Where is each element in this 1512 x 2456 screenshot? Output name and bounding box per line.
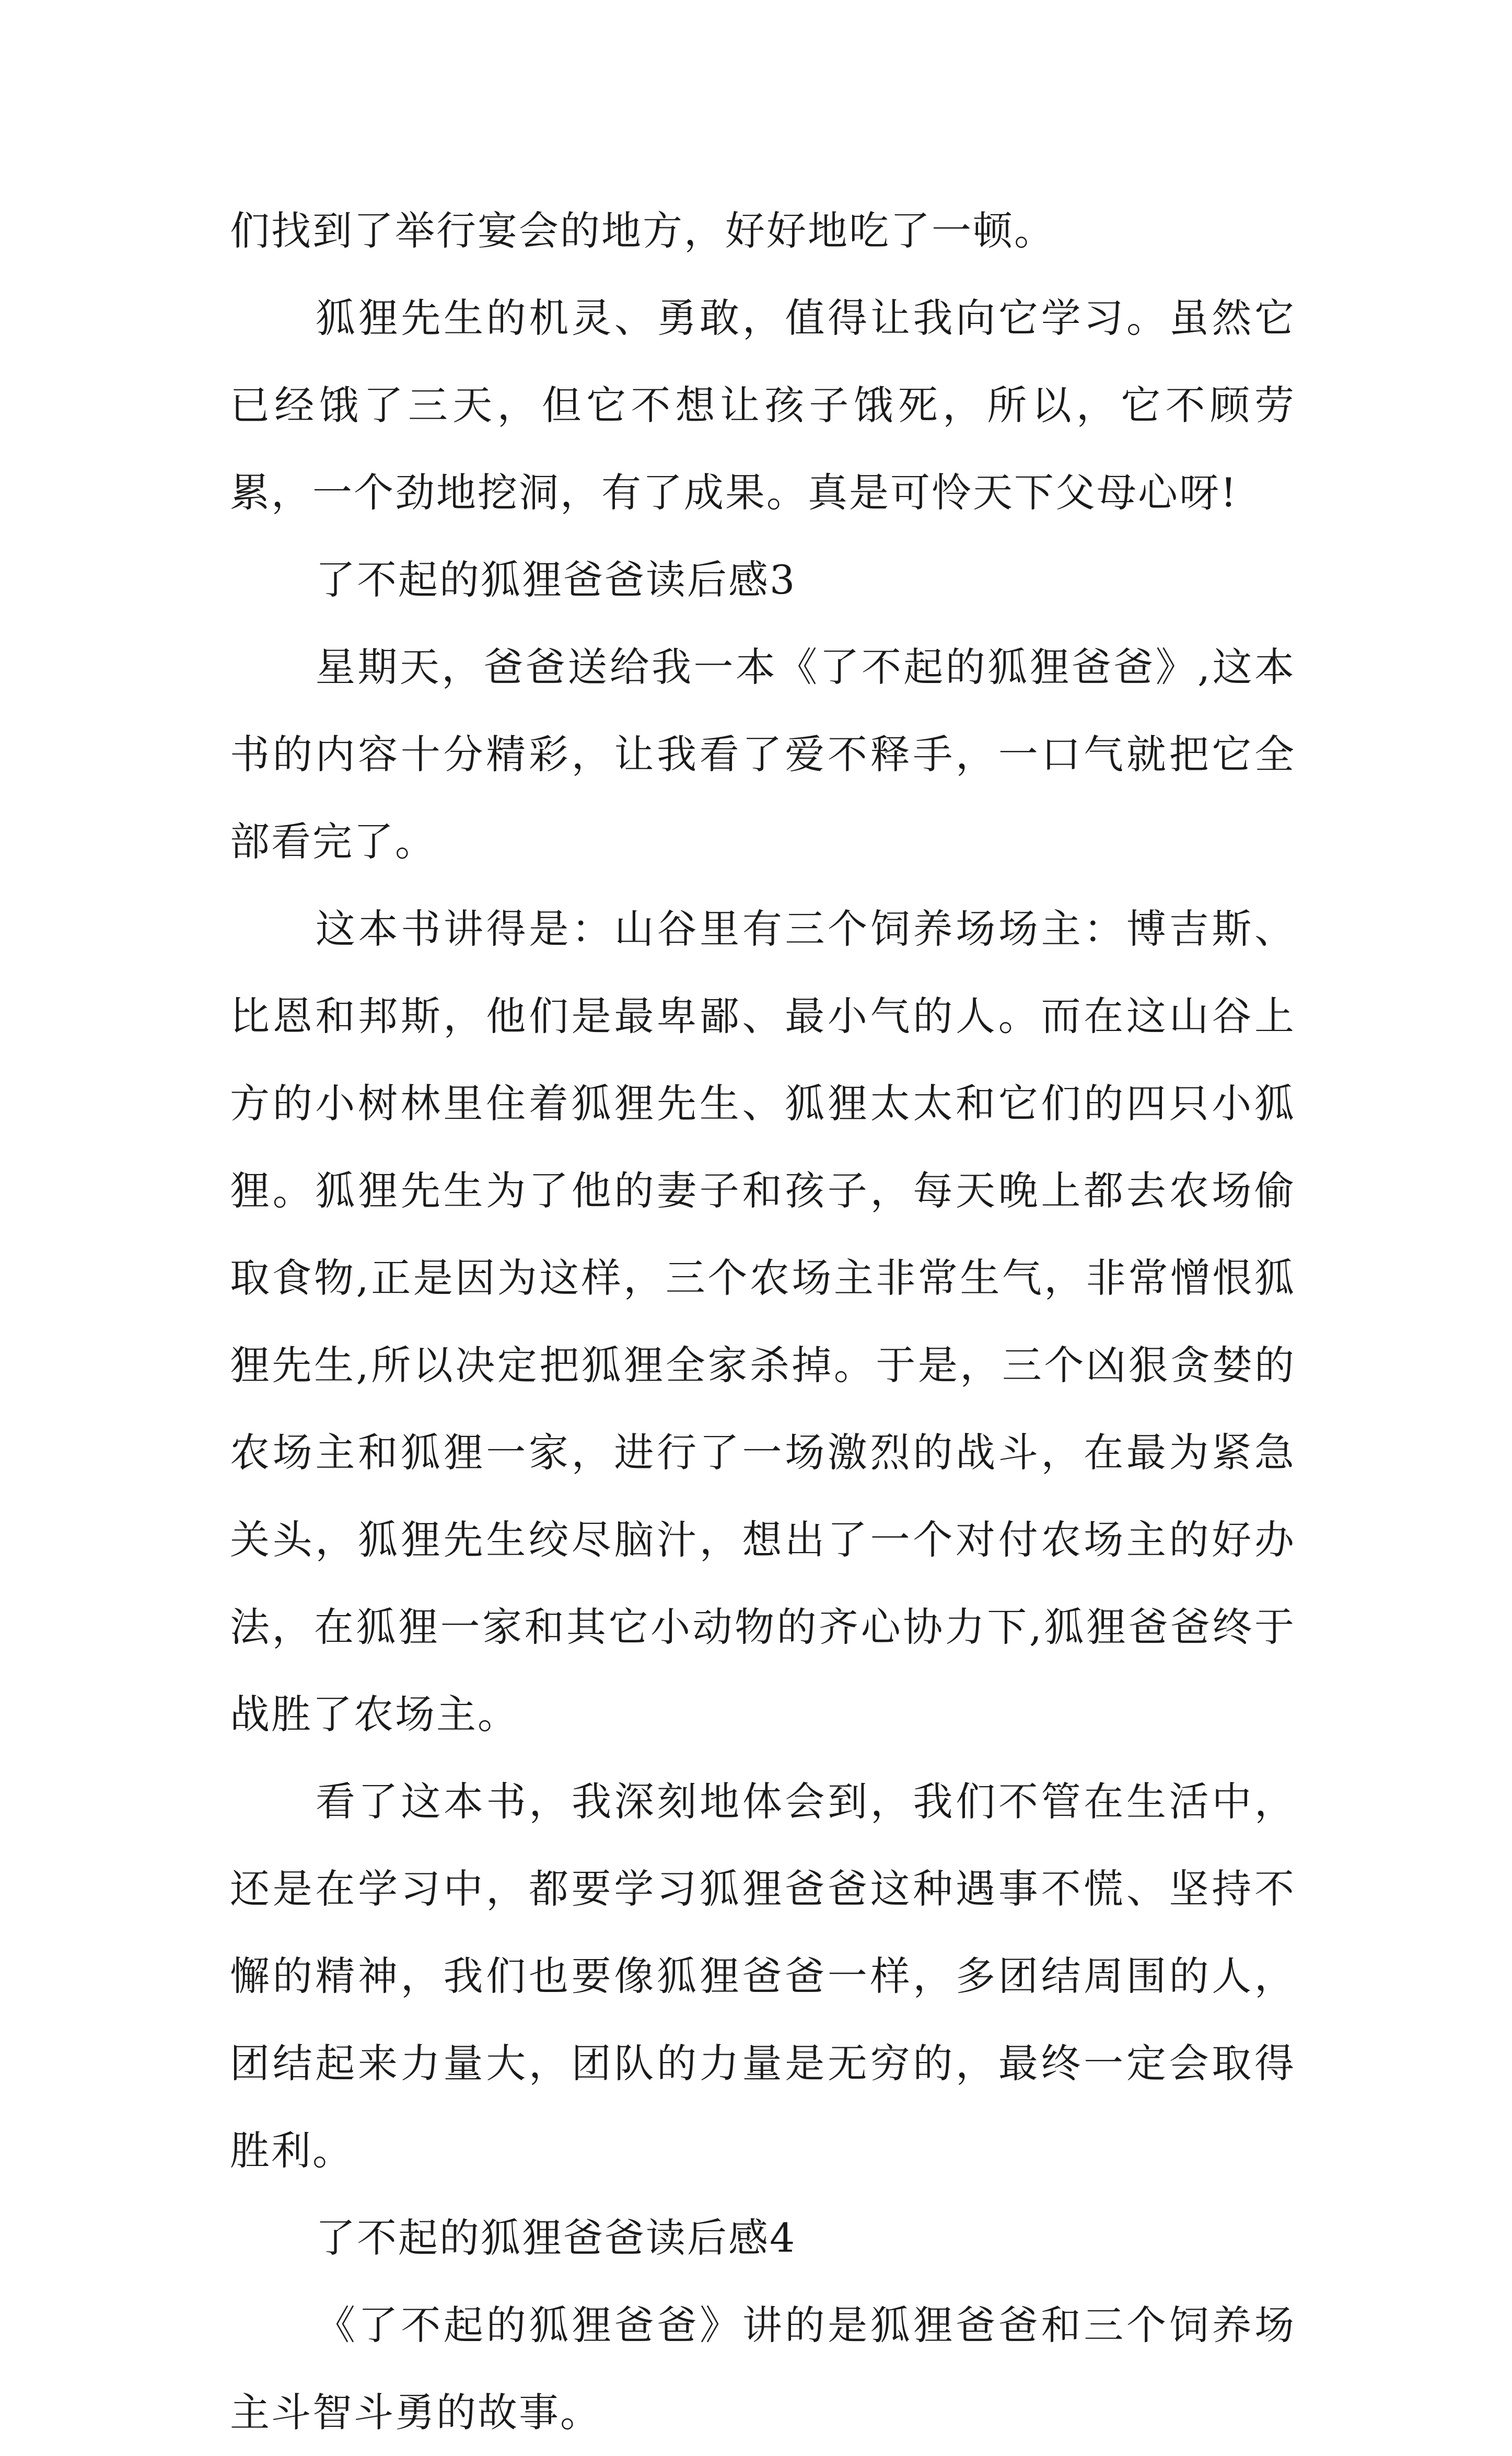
paragraph-continuation: 们找到了举行宴会的地方，好好地吃了一顿。 bbox=[230, 207, 1055, 254]
document-body bbox=[230, 187, 1296, 2456]
paragraph-book-gift: 星期天，爸爸送给我一本《了不起的狐狸爸爸》,这本书的内容十分精彩，让我看了爱不释手，一口气就把它全部看完了。 bbox=[230, 644, 1296, 865]
section-heading-4: 了不起的狐狸爸爸读后感4 bbox=[316, 2215, 797, 2261]
paragraph-fox-praise: 狐狸先生的机灵、勇敢，值得让我向它学习。虽然它已经饿了三天，但它不想让孩子饿死，所以，它不顾劳累，一个劲地挖洞，有了成果。真是可怜天下父母心呀! bbox=[230, 295, 1296, 516]
section-heading-3: 了不起的狐狸爸爸读后感3 bbox=[316, 557, 797, 603]
paragraph-story-summary: 这本书讲得是：山谷里有三个饲养场场主：博吉斯、比恩和邦斯，他们是最卑鄙、最小气的人。而在这山谷上方的小树林里住着狐狸先生、狐狸太太和它们的四只小狐狸。狐狸先生为了他的妻子和孩子，每天晚上都去农场偷取食物,正是因为这样，三个农场主非常生气，非常憎恨狐狸先生,所以决定把狐狸全家杀掉。于是，三个凶狠贪婪的农场主和狐狸一家，进行了一场激烈的战斗，在最为紧急关头，狐狸先生绞尽脑汁，想出了一个对付农场主的好办法，在狐狸一家和其它小动物的齐心协力下,狐狸爸爸终于战胜了农场主。 bbox=[230, 906, 1296, 1737]
paragraph-book-intro: 《了不起的狐狸爸爸》讲的是狐狸爸爸和三个饲养场主斗智斗勇的故事。 bbox=[230, 2302, 1296, 2436]
paragraph-reflection: 看了这本书，我深刻地体会到，我们不管在生活中，还是在学习中，都要学习狐狸爸爸这种遇事不慌、坚持不懈的精神，我们也要像狐狸爸爸一样，多团结周围的人，团结起来力量大，团队的力量是无穷的，最终一定会取得胜利。 bbox=[230, 1778, 1296, 2174]
